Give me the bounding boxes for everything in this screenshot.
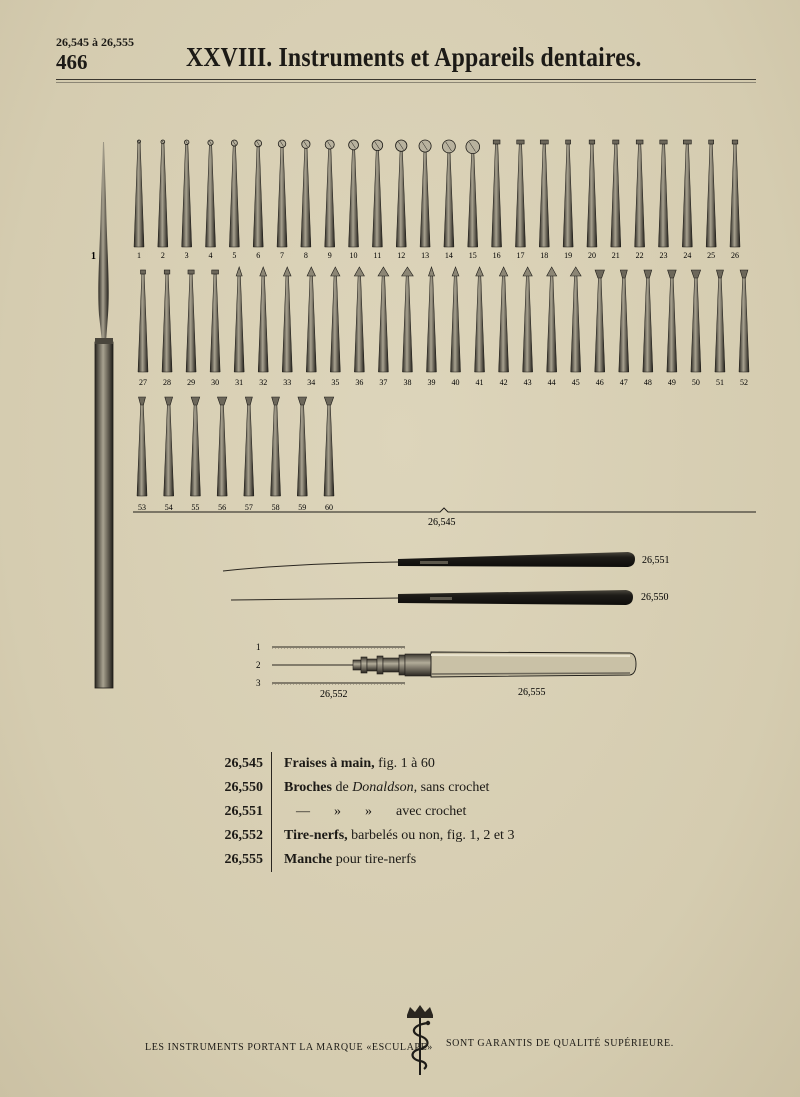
bur-60 xyxy=(324,397,334,512)
bur-56 xyxy=(217,397,227,512)
broach-hook-ref: 26,551 xyxy=(642,555,670,566)
bur-label: 14 xyxy=(444,251,453,260)
bur-label: 54 xyxy=(164,503,173,512)
bur-label: 39 xyxy=(427,378,436,387)
bur-12 xyxy=(396,140,407,260)
bur-label: 12 xyxy=(397,251,406,260)
handle-label: 1 xyxy=(91,251,96,262)
item-description xyxy=(272,776,515,800)
item-detail: pour tire-nerfs xyxy=(335,852,417,867)
bur-32 xyxy=(258,267,268,387)
item-name: Tire-nerfs, xyxy=(284,828,348,843)
bur-28 xyxy=(162,270,172,387)
bur-27 xyxy=(138,270,148,387)
bur-label: 21 xyxy=(611,251,620,260)
bur-label: 30 xyxy=(211,378,220,387)
catalog-row xyxy=(215,776,514,800)
bur-label: 16 xyxy=(492,251,501,260)
bur-label: 50 xyxy=(691,378,700,387)
bur-49 xyxy=(667,270,677,387)
bur-label: 51 xyxy=(715,378,724,387)
bur-19 xyxy=(563,140,573,260)
bur-2 xyxy=(158,140,168,260)
bur-label: 60 xyxy=(325,503,333,512)
bur-label: 44 xyxy=(547,378,556,387)
bur-43 xyxy=(523,267,533,387)
esculape-emblem-icon xyxy=(398,1003,442,1077)
item-name: Broches xyxy=(284,780,332,795)
bur-label: 23 xyxy=(659,251,668,260)
bur-6 xyxy=(253,140,263,260)
ditto-mark: » xyxy=(334,804,341,819)
bur-label: 53 xyxy=(138,503,146,512)
nerve-extractor-ref: 26,552 xyxy=(320,689,348,700)
bur-34 xyxy=(306,267,316,387)
bur-42 xyxy=(499,267,509,387)
bur-label: 46 xyxy=(595,378,604,387)
bur-label: 45 xyxy=(571,378,580,387)
bur-label: 37 xyxy=(379,378,388,387)
bur-label: 13 xyxy=(421,251,430,260)
item-code: 26,550 xyxy=(215,776,272,800)
bur-8 xyxy=(301,140,311,260)
ditto-dash: — xyxy=(296,804,310,819)
bur-label: 35 xyxy=(331,378,340,387)
bur-label: 32 xyxy=(259,378,268,387)
bur-label: 17 xyxy=(516,251,525,260)
nerve-label-3: 3 xyxy=(256,678,261,688)
bur-46 xyxy=(595,270,605,387)
page-title: XXVIII. Instruments et Appareils dentaires. xyxy=(186,42,642,72)
bur-label: 15 xyxy=(468,251,477,260)
burs-row-3 xyxy=(137,397,334,512)
bur-group-bracket xyxy=(133,508,756,512)
item-detail: sans crochet xyxy=(420,780,490,795)
bur-41 xyxy=(475,267,485,387)
bur-29 xyxy=(186,270,196,387)
item-code: 26,552 xyxy=(215,824,272,848)
item-code: 26,551 xyxy=(215,800,272,824)
bur-21 xyxy=(611,140,621,260)
bur-25 xyxy=(706,140,716,260)
bur-label: 42 xyxy=(499,378,508,387)
bur-label: 19 xyxy=(564,251,573,260)
bur-39 xyxy=(426,267,436,387)
bur-44 xyxy=(547,267,557,387)
bur-45 xyxy=(570,267,581,387)
bur-26 xyxy=(730,140,740,260)
bur-label: 48 xyxy=(643,378,652,387)
nerve-label-2: 2 xyxy=(256,660,261,670)
bur-50 xyxy=(691,270,701,387)
bur-label: 33 xyxy=(283,378,292,387)
bur-31 xyxy=(234,267,244,387)
bur-47 xyxy=(619,270,629,387)
item-description xyxy=(272,752,515,776)
nerve-label-1: 1 xyxy=(256,642,261,652)
bur-30 xyxy=(210,270,220,387)
bur-label: 29 xyxy=(187,378,196,387)
item-detail-italic: Donaldson, xyxy=(352,780,418,795)
bur-52 xyxy=(739,270,749,387)
bur-15 xyxy=(466,140,480,260)
ditto-mark: » xyxy=(365,804,372,819)
item-description xyxy=(272,824,515,848)
bur-label: 24 xyxy=(683,251,692,260)
item-description xyxy=(272,848,515,872)
bur-23 xyxy=(658,140,668,260)
burs-row-1 xyxy=(134,140,740,260)
bur-18 xyxy=(539,140,549,260)
item-name: Manche xyxy=(284,852,333,867)
bur-label: 6 xyxy=(256,251,261,260)
bur-55 xyxy=(190,397,200,512)
bur-label: 36 xyxy=(355,378,364,387)
bur-40 xyxy=(451,267,461,387)
item-name: Fraises à main, xyxy=(284,756,375,771)
bur-59 xyxy=(297,397,307,512)
bur-label: 40 xyxy=(451,378,460,387)
broach-plain-ref: 26,550 xyxy=(641,592,669,603)
bur-label: 1 xyxy=(137,251,141,260)
bur-label: 10 xyxy=(349,251,358,260)
bur-24 xyxy=(682,140,692,260)
item-detail: avec crochet xyxy=(396,804,467,819)
item-detail-prefix: de xyxy=(335,780,349,795)
bur-label: 34 xyxy=(307,378,316,387)
bur-37 xyxy=(378,267,389,387)
bur-label: 52 xyxy=(740,378,748,387)
bur-53 xyxy=(137,397,147,512)
bur-11 xyxy=(372,140,383,260)
bur-label: 47 xyxy=(619,378,628,387)
nerve-handle-ref: 26,555 xyxy=(518,687,546,698)
bur-label: 22 xyxy=(635,251,644,260)
bur-label: 9 xyxy=(327,251,332,260)
bur-label: 7 xyxy=(280,251,285,260)
bur-label: 25 xyxy=(707,251,716,260)
bur-label: 41 xyxy=(475,378,484,387)
bur-label: 27 xyxy=(139,378,147,387)
bur-51 xyxy=(715,270,725,387)
bur-20 xyxy=(587,140,597,260)
bur-label: 11 xyxy=(373,251,382,260)
bur-label: 31 xyxy=(235,378,244,387)
long-handle-instrument xyxy=(95,142,113,688)
bur-label: 20 xyxy=(587,251,596,260)
bur-16 xyxy=(492,140,502,260)
bur-label: 8 xyxy=(303,251,308,260)
bur-22 xyxy=(635,140,645,260)
bur-label: 59 xyxy=(298,503,307,512)
bur-label: 18 xyxy=(540,251,549,260)
bur-label: 55 xyxy=(191,503,200,512)
bur-10 xyxy=(349,140,359,260)
bur-9 xyxy=(325,140,335,260)
footer-right-text: SONT GARANTIS DE QUALITÉ SUPÉRIEURE. xyxy=(446,1038,674,1049)
bur-group-ref: 26,545 xyxy=(428,517,456,528)
catalog-table xyxy=(215,752,514,872)
catalog-row xyxy=(215,848,514,872)
bur-label: 3 xyxy=(184,251,189,260)
header-range: 26,545 à 26,555 xyxy=(56,35,134,49)
bur-48 xyxy=(643,270,653,387)
bur-label: 49 xyxy=(667,378,676,387)
bur-4 xyxy=(206,140,216,260)
bur-7 xyxy=(277,140,287,260)
item-code: 26,555 xyxy=(215,848,272,872)
catalog-row xyxy=(215,824,514,848)
bur-13 xyxy=(419,140,431,260)
item-code: 26,545 xyxy=(215,752,272,776)
bur-1 xyxy=(134,140,144,260)
bur-54 xyxy=(164,397,174,512)
bur-33 xyxy=(282,267,292,387)
page-number: 466 xyxy=(56,50,88,74)
bur-3 xyxy=(182,140,192,260)
item-detail: barbelés ou non, fig. 1, 2 et 3 xyxy=(351,828,515,843)
bur-58 xyxy=(271,397,281,512)
bur-label: 38 xyxy=(403,378,412,387)
broach-with-hook xyxy=(223,552,635,571)
footer-left-text: LES INSTRUMENTS PORTANT LA MARQUE «ESCULAPE» xyxy=(145,1042,433,1053)
bur-label: 5 xyxy=(232,251,237,260)
bur-17 xyxy=(515,140,525,260)
nerve-extractor-handle xyxy=(353,652,636,677)
broach-plain xyxy=(231,590,633,605)
bur-36 xyxy=(354,267,364,387)
bur-14 xyxy=(442,140,455,260)
bur-label: 2 xyxy=(160,251,165,260)
bur-label: 4 xyxy=(208,251,213,260)
bur-label: 56 xyxy=(218,503,227,512)
bur-5 xyxy=(229,140,239,260)
bur-35 xyxy=(330,267,340,387)
bur-label: 43 xyxy=(523,378,532,387)
bur-label: 26 xyxy=(731,251,739,260)
catalog-row xyxy=(215,752,514,776)
bur-38 xyxy=(402,267,414,387)
bur-label: 57 xyxy=(244,503,253,512)
catalog-row xyxy=(215,800,514,824)
item-detail: fig. 1 à 60 xyxy=(378,756,435,771)
bur-57 xyxy=(244,397,254,512)
burs-row-2 xyxy=(138,267,749,387)
bur-label: 28 xyxy=(163,378,172,387)
bur-label: 58 xyxy=(271,503,280,512)
item-description xyxy=(272,800,515,824)
